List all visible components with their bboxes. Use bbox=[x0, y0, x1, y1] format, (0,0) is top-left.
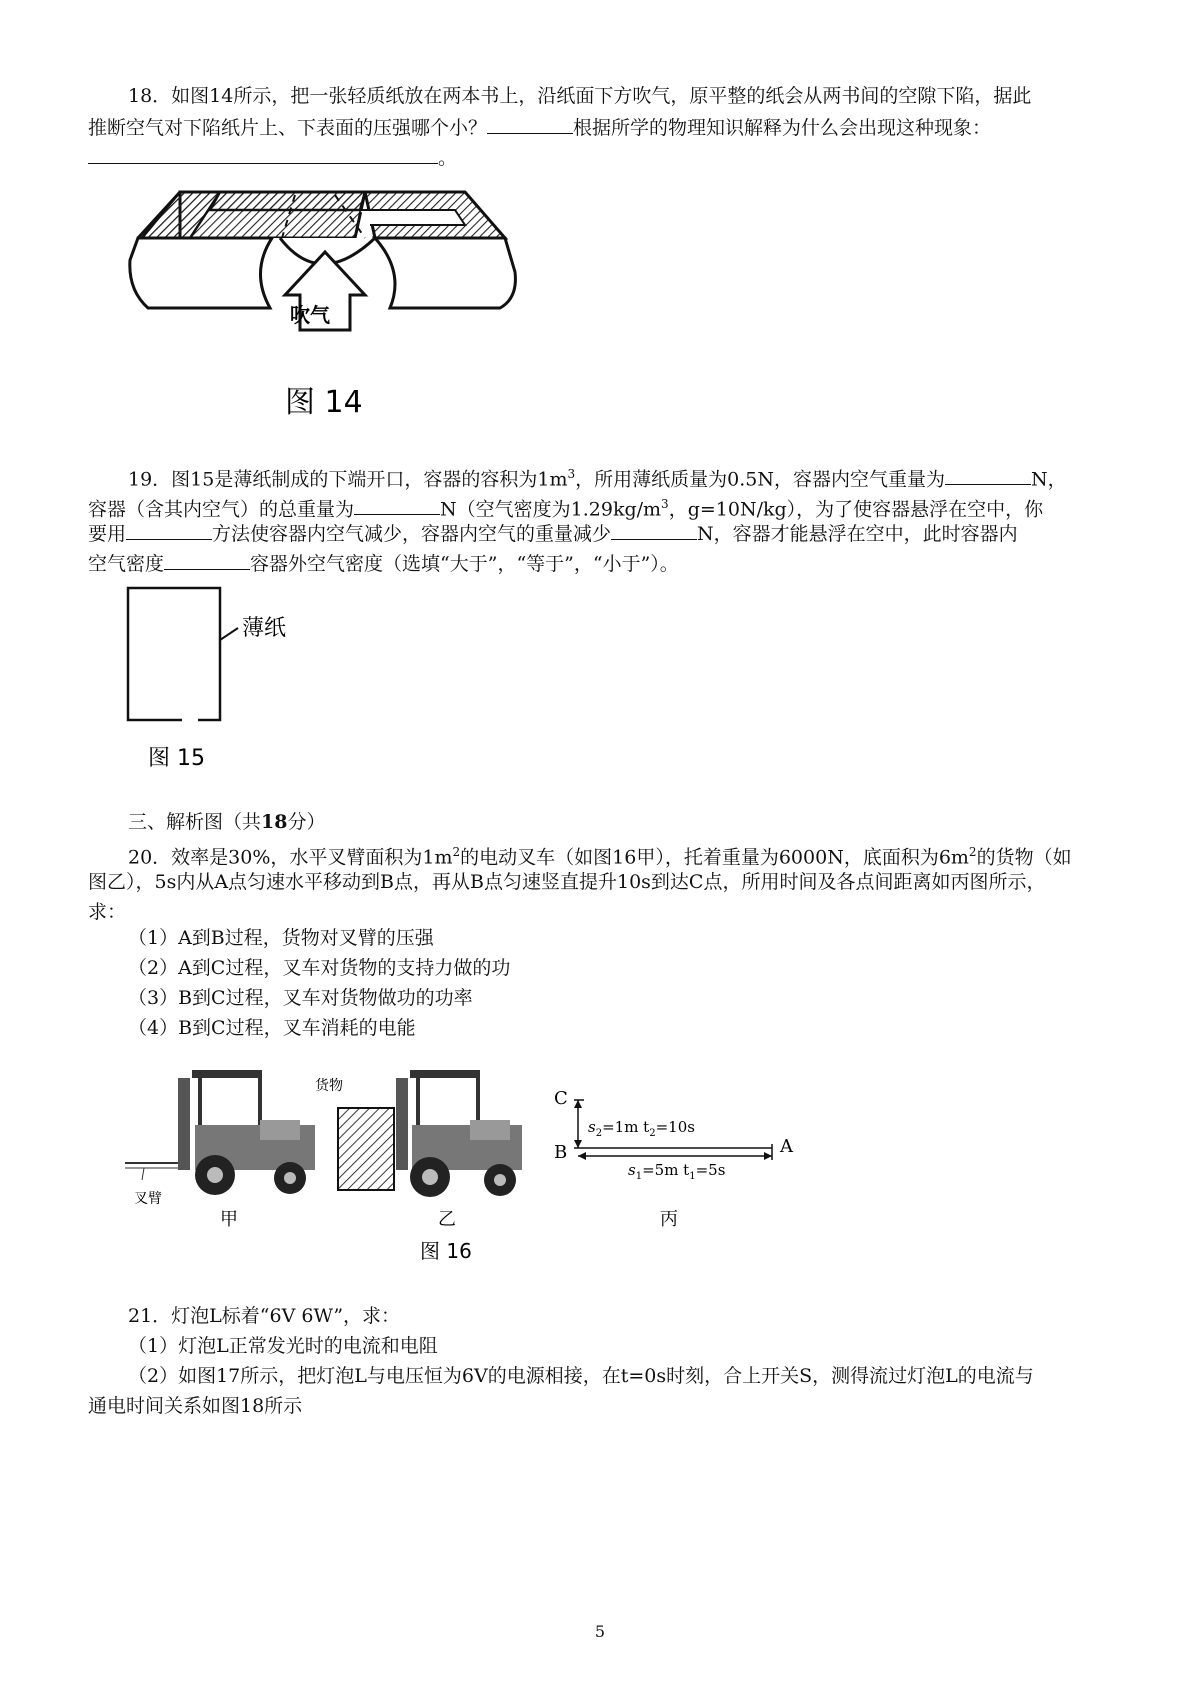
subscript: 2 bbox=[595, 1128, 603, 1139]
motion-diagram bbox=[554, 1088, 794, 1182]
section-points: 18 bbox=[261, 811, 288, 833]
q19-text: 容器（含其内空气）的总重量为 bbox=[88, 498, 355, 521]
label-cargo: 货物 bbox=[315, 1078, 343, 1094]
figure-16-caption: 图 16 bbox=[420, 1239, 472, 1263]
figure-15-caption: 图 15 bbox=[148, 746, 205, 771]
q19-text: 要用 bbox=[88, 523, 127, 545]
forklift-jia bbox=[125, 1070, 315, 1207]
label-s1-symbol: s bbox=[628, 1161, 636, 1179]
q21-line1: 21．灯泡L标着“6V 6W”，求： bbox=[128, 1305, 401, 1327]
q18-period: 。 bbox=[438, 147, 458, 169]
figure-14 bbox=[120, 180, 540, 430]
subscript: 1 bbox=[689, 1171, 696, 1182]
superscript: 3 bbox=[567, 467, 576, 481]
q21-line2: （1）灯泡L正常发光时的电流和电阻 bbox=[128, 1335, 438, 1357]
q20-text: 的货物（如 bbox=[976, 846, 1072, 869]
q19-text: ，g=10N/kg），为了使容器悬浮在空中，你 bbox=[668, 498, 1044, 521]
q20-item-3: （3）B到C过程，叉车对货物做功的功率 bbox=[128, 987, 473, 1009]
q18-text: 推断空气对下陷纸片上、下表面的压强哪个小？ bbox=[88, 117, 488, 139]
answer-blank[interactable] bbox=[126, 519, 212, 540]
label-s2-t2 bbox=[588, 1118, 695, 1139]
q20-text: 的电动叉车（如图16甲），托着重量为6000N，底面积为6m bbox=[460, 846, 969, 869]
answer-blank[interactable] bbox=[487, 113, 573, 134]
q19-text: 空气密度 bbox=[88, 553, 165, 575]
q19-text: 容器外空气密度（选填“大于”，“等于”，“小于”）。 bbox=[250, 553, 679, 575]
q19-text: N， bbox=[1030, 468, 1067, 491]
superscript: 3 bbox=[661, 497, 669, 511]
figure-14-caption: 图 14 bbox=[285, 385, 363, 420]
q21-line3: （2）如图17所示，把灯泡L与电压恒为6V的电源相接，在t=0s时刻，合上开关S，测得流过灯泡L的电流与 bbox=[128, 1365, 1034, 1387]
q19-text: N，容器才能悬浮在空中，此时容器内 bbox=[697, 523, 1018, 545]
label-thin-paper: 薄纸 bbox=[242, 616, 287, 641]
answer-blank[interactable] bbox=[611, 519, 697, 540]
q19-text: N（空气密度为1.29kg/m bbox=[440, 498, 662, 521]
label-s1-text: =5m t bbox=[642, 1161, 690, 1179]
q19-text: 19．图15是薄纸制成的下端开口，容器的容积为1m bbox=[128, 468, 568, 491]
label-s2-text: =10s bbox=[655, 1118, 695, 1136]
q20-item-2: （2）A到C过程，叉车对货物的支持力做的功 bbox=[128, 957, 511, 979]
label-s1-t1 bbox=[628, 1161, 725, 1182]
label-fork-arm: 叉臂 bbox=[134, 1191, 162, 1207]
q20-line3: 求： bbox=[88, 901, 127, 923]
subscript: 2 bbox=[649, 1128, 656, 1139]
section-title-text: 三、解析图（共 bbox=[128, 811, 262, 833]
q19-text: 方法使容器内空气减少，容器内空气的重量减少 bbox=[212, 523, 612, 545]
forklift-yi bbox=[315, 1070, 522, 1197]
q18-line3 bbox=[88, 142, 1128, 174]
sublabel-bing: 丙 bbox=[660, 1209, 678, 1230]
answer-blank[interactable] bbox=[945, 464, 1031, 485]
section-3-title bbox=[128, 806, 1168, 838]
sublabel-jia: 甲 bbox=[220, 1209, 238, 1230]
answer-blank[interactable] bbox=[354, 494, 440, 515]
q19-text: ，所用薄纸质量为0.5N，容器内空气重量为 bbox=[575, 468, 945, 491]
q18-line2 bbox=[88, 112, 1128, 144]
q21-line4: 通电时间关系如图18所示 bbox=[88, 1395, 303, 1417]
q20-item-4: （4）B到C过程，叉车消耗的电能 bbox=[128, 1017, 416, 1039]
answer-blank[interactable] bbox=[164, 549, 250, 570]
figure-15 bbox=[120, 580, 340, 780]
q19-line3 bbox=[88, 518, 1128, 550]
figure-16 bbox=[120, 1060, 810, 1270]
label-s2-symbol: s bbox=[588, 1118, 596, 1136]
subscript: 1 bbox=[635, 1171, 643, 1182]
section-title-text: 分） bbox=[287, 811, 326, 833]
q18-line1: 18．如图14所示，把一张轻质纸放在两本书上，沿纸面下方吹气，原平整的纸会从两书间的空隙下陷，据此 bbox=[128, 85, 1032, 107]
q20-item-1: （1）A到B过程，货物对叉臂的压强 bbox=[128, 927, 434, 949]
superscript: 2 bbox=[968, 845, 977, 859]
q20-text: 20．效率是30%，水平叉臂面积为1m bbox=[128, 846, 453, 869]
q20-line2: 图乙），5s内从A点匀速水平移动到B点，再从B点匀速竖直提升10s到达C点，所用时间及各点间距离如丙图所示， bbox=[88, 871, 1046, 893]
page-number: 5 bbox=[594, 1622, 606, 1641]
point-a-label: A bbox=[780, 1136, 793, 1157]
q18-text: 根据所学的物理知识解释为什么会出现这种现象： bbox=[573, 117, 992, 139]
label-blow-air: 吹气 bbox=[290, 303, 330, 327]
label-s1-text: =5s bbox=[695, 1161, 726, 1179]
superscript: 2 bbox=[452, 845, 461, 859]
label-s2-text: =1m t bbox=[602, 1118, 650, 1136]
answer-blank[interactable] bbox=[88, 143, 438, 164]
sublabel-yi: 乙 bbox=[438, 1209, 456, 1230]
point-c-label: C bbox=[554, 1088, 568, 1109]
point-b-label: B bbox=[554, 1142, 568, 1163]
q19-line4 bbox=[88, 548, 1128, 580]
